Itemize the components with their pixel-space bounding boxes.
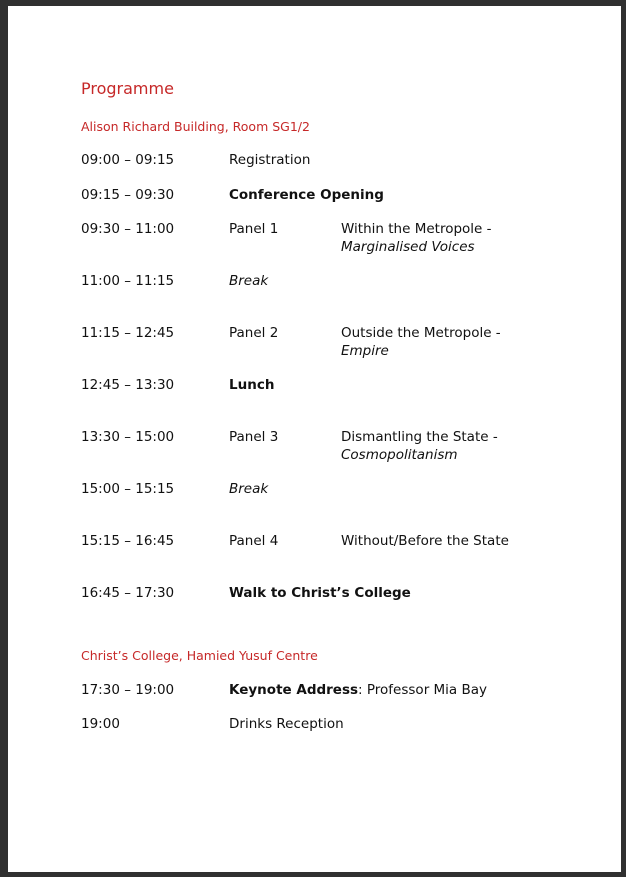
venue-heading: Alison Richard Building, Room SG1/2 xyxy=(81,119,310,134)
schedule-event: Panel 1 xyxy=(229,221,279,237)
schedule-time: 12:45 – 13:30 xyxy=(81,377,175,393)
schedule-subtitle: Cosmopolitanism xyxy=(341,447,458,463)
schedule-event: Panel 4 xyxy=(229,533,279,549)
schedule-time: 15:00 – 15:15 xyxy=(81,481,175,497)
schedule-event: Conference Opening xyxy=(229,187,384,203)
schedule-time: 15:15 – 16:45 xyxy=(81,533,175,549)
schedule-event: Lunch xyxy=(229,377,275,393)
schedule-time: 09:00 – 09:15 xyxy=(81,152,175,168)
schedule-description: Dismantling the State - xyxy=(341,429,498,445)
schedule-description: Within the Metropole - xyxy=(341,221,492,237)
schedule-event: Break xyxy=(229,273,269,289)
schedule-event: Break xyxy=(229,481,269,497)
schedule-subtitle: Empire xyxy=(341,343,389,359)
schedule-time: 11:15 – 12:45 xyxy=(81,325,175,341)
schedule-event-speaker: : Professor Mia Bay xyxy=(358,682,488,698)
schedule-time: 16:45 – 17:30 xyxy=(81,585,175,601)
schedule-event: Walk to Christ’s College xyxy=(229,585,411,601)
schedule-event: Panel 2 xyxy=(229,325,279,341)
schedule-time: 17:30 – 19:00 xyxy=(81,682,175,698)
page-title: Programme xyxy=(81,79,174,98)
schedule-time: 11:00 – 11:15 xyxy=(81,273,175,289)
venue-heading: Christ’s College, Hamied Yusuf Centre xyxy=(81,648,318,663)
schedule-event: Drinks Reception xyxy=(229,716,344,732)
schedule-time: 09:30 – 11:00 xyxy=(81,221,175,237)
schedule-event-name: Keynote Address xyxy=(229,682,359,698)
schedule-description: Without/Before the State xyxy=(341,533,509,549)
schedule-time: 09:15 – 09:30 xyxy=(81,187,175,203)
schedule-event: Panel 3 xyxy=(229,429,279,445)
schedule-description: Outside the Metropole - xyxy=(341,325,501,341)
schedule-time: 19:00 xyxy=(81,716,120,732)
schedule-event: Registration xyxy=(229,152,311,168)
document-page xyxy=(8,6,621,872)
schedule-time: 13:30 – 15:00 xyxy=(81,429,175,445)
schedule-event xyxy=(229,681,487,699)
schedule-subtitle: Marginalised Voices xyxy=(341,239,475,255)
